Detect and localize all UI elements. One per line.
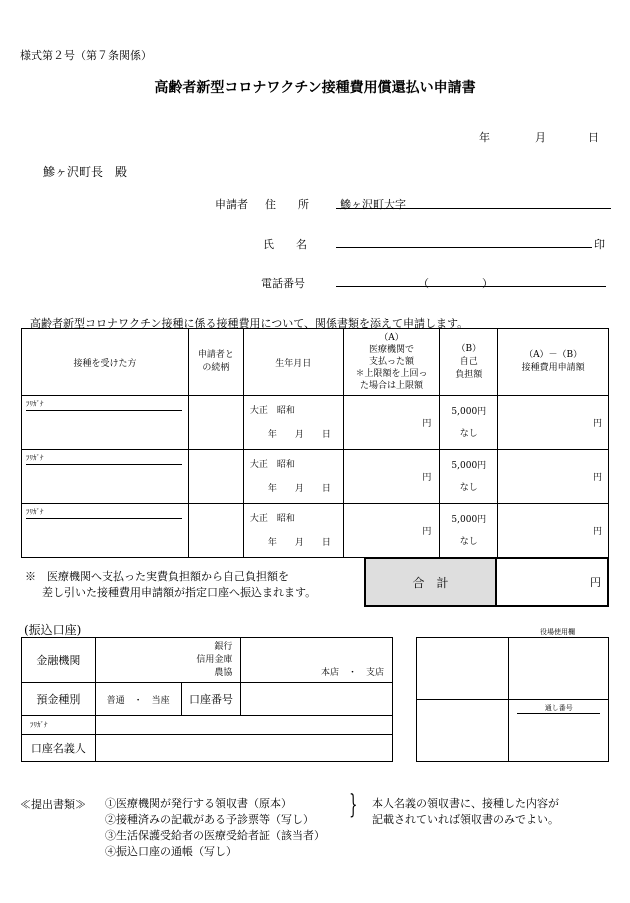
amount-b-cell[interactable] [440, 504, 498, 558]
document-item: ③生活保護受給者の医療受給者証（該当者） [105, 829, 325, 842]
total-box [364, 557, 609, 607]
furigana-label: ﾌﾘｶﾞﾅ [26, 399, 182, 411]
date-day[interactable]: 日 [588, 131, 599, 144]
branch-cell[interactable] [241, 638, 393, 683]
birth-cell[interactable] [243, 504, 343, 558]
amount-a-cell[interactable] [343, 396, 440, 450]
documents-label: ≪提出書類≫ [20, 798, 86, 811]
person-cell[interactable] [22, 396, 189, 450]
documents-note-line-1: 本人名義の領収書に、接種した内容が [372, 797, 559, 810]
amount-b-cell[interactable] [440, 450, 498, 504]
b-none: なし [459, 428, 478, 439]
header-amount-a: （A） 医療機関で 支払った額 ＊上限額を上回っ た場合は上限額 [343, 329, 440, 396]
table-row [22, 504, 609, 558]
yen-unit: 円 [422, 419, 432, 429]
birth-cell[interactable] [243, 396, 343, 450]
yen-unit: 円 [592, 473, 602, 483]
bank-type-credit: 信用金庫 [196, 654, 233, 665]
total-label: 合 計 [365, 558, 496, 606]
era-options: 大正 昭和 [249, 459, 295, 470]
person-cell[interactable] [22, 504, 189, 558]
relation-cell[interactable] [188, 450, 243, 504]
birth-cell[interactable] [243, 450, 343, 504]
intro-text: 高齢者新型コロナワクチン接種に係る接種費用について、関係書類を添えて申請します。 [30, 317, 469, 330]
phone-label: 電話番号 [261, 277, 305, 290]
date-year[interactable]: 年 [479, 131, 490, 144]
institution-label: 金融機関 [22, 638, 96, 683]
yen-unit: 円 [592, 527, 602, 537]
bank-type-coop: 農協 [214, 667, 233, 678]
era-options: 大正 昭和 [249, 405, 295, 416]
brace-symbol: } [349, 790, 358, 820]
deposit-type-label: 預金種別 [22, 683, 96, 716]
documents-list [105, 796, 325, 860]
amount-a-cell[interactable] [343, 504, 440, 558]
document-item: ②接種済みの記載がある予診票等（写し） [105, 813, 314, 826]
furigana-label: ﾌﾘｶﾞﾅ [26, 507, 182, 519]
phone-field[interactable] [336, 286, 606, 287]
account-number-label: 口座番号 [181, 683, 241, 716]
deposit-type-options[interactable]: 普通 ・ 当座 [95, 683, 181, 716]
header-relation: 申請者と の続柄 [188, 329, 243, 396]
furigana-label: ﾌﾘｶﾞﾅ [26, 453, 182, 465]
header-amount-b: （B） 自己 負担額 [440, 329, 498, 396]
amount-b-cell[interactable] [440, 396, 498, 450]
amount-ab-cell[interactable] [498, 396, 609, 450]
address-label: 住 所 [265, 198, 309, 211]
yen-unit: 円 [422, 527, 432, 537]
bank-type-bank: 銀行 [214, 641, 233, 652]
branch-options: 本店 ・ 支店 [320, 668, 384, 678]
yen-unit: 円 [592, 419, 602, 429]
name-field[interactable] [336, 247, 592, 248]
total-yen: 円 [590, 576, 601, 589]
amount-ab-cell[interactable] [498, 450, 609, 504]
seal-mark: 印 [594, 238, 605, 251]
phone-paren-close: ） [482, 277, 493, 290]
documents-note-line-2: 記載されていれば領収書のみでよい。 [372, 813, 559, 826]
note-line-2: 差し引いた接種費用申請額が指定口座へ振込まれます。 [42, 586, 317, 599]
bank-type-cell[interactable] [95, 638, 241, 683]
header-amount-ab: （A）－（B） 接種費用申請額 [498, 329, 609, 396]
serial-number-label: 通し番号 [517, 703, 600, 714]
page-title: 高齢者新型コロナワクチン接種費用償還払い申請書 [154, 80, 476, 96]
office-cell [417, 638, 509, 700]
date-month[interactable]: 月 [535, 131, 546, 144]
era-options: 大正 昭和 [249, 513, 295, 524]
document-item: ①医療機関が発行する領収書（原本） [105, 797, 292, 810]
phone-paren-open: （ [418, 277, 429, 290]
person-cell[interactable] [22, 450, 189, 504]
addressee: 鰺ヶ沢町長 殿 [43, 165, 128, 179]
holder-label: 口座名義人 [22, 735, 96, 762]
table-row [22, 450, 609, 504]
birth-ymd: 年 月 日 [267, 429, 331, 440]
b-amount: 5,000円 [451, 460, 487, 471]
relation-cell[interactable] [188, 396, 243, 450]
bank-section-label: (振込口座) [24, 623, 82, 637]
birth-ymd: 年 月 日 [267, 483, 331, 494]
serial-cell [509, 700, 609, 762]
table-row [22, 396, 609, 450]
birth-ymd: 年 月 日 [267, 537, 331, 548]
form-number: 様式第２号（第７条関係） [20, 49, 152, 62]
amount-a-cell[interactable] [343, 450, 440, 504]
document-item: ④振込口座の通帳（写し） [105, 845, 237, 858]
documents-note [372, 796, 559, 828]
note-line-1: ※ 医療機関へ支払った実費負担額から自己負担額を [25, 570, 289, 583]
b-amount: 5,000円 [451, 514, 487, 525]
account-number-field[interactable] [241, 683, 393, 716]
address-field[interactable]: 鰺ヶ沢町大字 [340, 198, 406, 211]
amount-ab-cell[interactable] [498, 504, 609, 558]
header-birth: 生年月日 [243, 329, 343, 396]
relation-cell[interactable] [188, 504, 243, 558]
table-header-row [22, 329, 609, 396]
address-underline [336, 208, 611, 209]
vaccination-table [21, 328, 609, 558]
b-none: なし [459, 536, 478, 547]
header-person: 接種を受けた方 [22, 329, 189, 396]
b-amount: 5,000円 [451, 406, 487, 417]
name-label: 氏 名 [263, 238, 307, 251]
bank-table [21, 637, 393, 762]
holder-furigana-field[interactable] [95, 716, 392, 735]
yen-unit: 円 [422, 473, 432, 483]
office-cell [417, 700, 509, 762]
holder-field[interactable] [95, 735, 392, 762]
office-cell [509, 638, 609, 700]
applicant-label: 申請者 [215, 198, 248, 211]
total-amount[interactable] [496, 558, 608, 606]
office-use-label: 役場使用欄 [540, 628, 575, 636]
b-none: なし [459, 482, 478, 493]
office-use-box [416, 637, 609, 762]
holder-furigana-label: ﾌﾘｶﾞﾅ [22, 716, 96, 735]
